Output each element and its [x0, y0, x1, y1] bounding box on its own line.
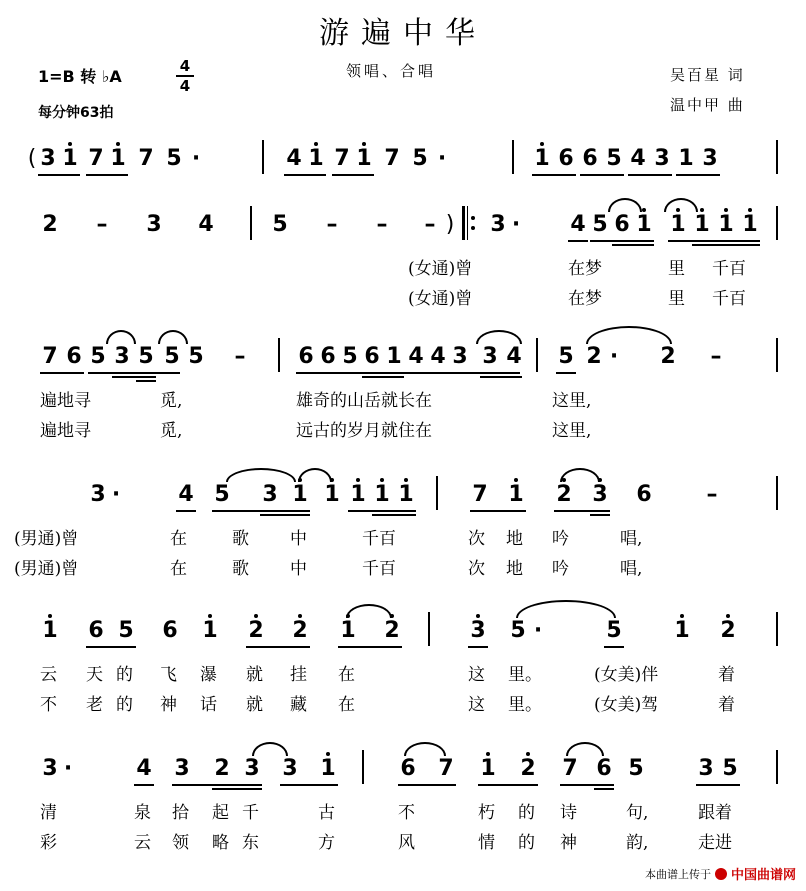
- song-title: 游遍中华: [319, 16, 487, 51]
- music-system-4: [0, 470, 806, 590]
- lyric-line-1: (男通)曾 在 歌 中 千百 次 地 吟 唱,: [14, 529, 643, 549]
- footer-text: 本曲谱上传于: [644, 867, 711, 881]
- notation-row: 7 6 5 3 5 5 5 – 6 6 5 6 1 4 4 3 3 4 5 2 · 2 –: [0, 332, 806, 382]
- notation-row: 2 – 3 4 5 – – – ) 3 · 4 5 6 1 1 1 1 1: [0, 200, 806, 250]
- time-signature-top: 4: [179, 57, 191, 75]
- music-system-5: [0, 606, 806, 726]
- time-signature: [176, 58, 194, 94]
- composer-credit: 温中甲 曲: [670, 96, 745, 114]
- lyric-line-1: 云 天 的 飞 瀑 就 挂 在 这 里。 (女美)伴 着: [40, 665, 735, 685]
- notation-row: ( 3 1 7 1 7 5 · 4 1 7 1 7 5 · 1 6 6 5 4 3 1 3: [0, 134, 806, 184]
- tempo-marking: 每分钟63拍: [38, 105, 114, 121]
- performance-style: 领唱、合唱: [346, 62, 437, 80]
- lyric-line-2: (女通)曾 在梦 里 千百: [408, 289, 746, 309]
- notation-row: 1 6 5 6 1 2 2 1 2 3 5 · 5 1 2: [0, 606, 806, 656]
- footer-credit: [645, 864, 796, 883]
- notation-row: 3 · 4 5 3 1 1 1 1 1 7 1 2 3 6 –: [0, 470, 806, 520]
- music-system-6: [0, 744, 806, 864]
- lyric-line-2: 彩 云 领 略 东 方 风 情 的 神 韵, 走进: [40, 833, 732, 853]
- lyric-line-1: 清 泉 拾 起 千 古 不 朽 的 诗 句, 跟着: [40, 803, 732, 823]
- music-system-2: [0, 200, 806, 320]
- lyric-line-2: 遍地寻 觅, 远古的岁月就住在 这里,: [40, 421, 592, 441]
- lyric-line-1: 遍地寻 觅, 雄奇的山岳就长在 这里,: [40, 391, 592, 411]
- site-logo-icon: [715, 868, 727, 880]
- lyricist-credit: 吴百星 词: [670, 66, 745, 84]
- site-logo-text[interactable]: 中国曲谱网: [730, 868, 796, 883]
- notation-row: 3 · 4 3 2 3 3 1 6 7 1 2 7 6 5 3 5: [0, 744, 806, 794]
- lyric-line-1: (女通)曾 在梦 里 千百: [408, 259, 746, 279]
- music-system-3: [0, 332, 806, 452]
- key-signature: 1=B 转 ♭A: [38, 67, 122, 86]
- time-signature-bottom: 4: [179, 77, 191, 95]
- lyric-line-2: 不 老 的 神 话 就 藏 在 这 里。 (女美)驾 着: [40, 695, 735, 715]
- lyric-line-2: (男通)曾 在 歌 中 千百 次 地 吟 唱,: [14, 559, 643, 579]
